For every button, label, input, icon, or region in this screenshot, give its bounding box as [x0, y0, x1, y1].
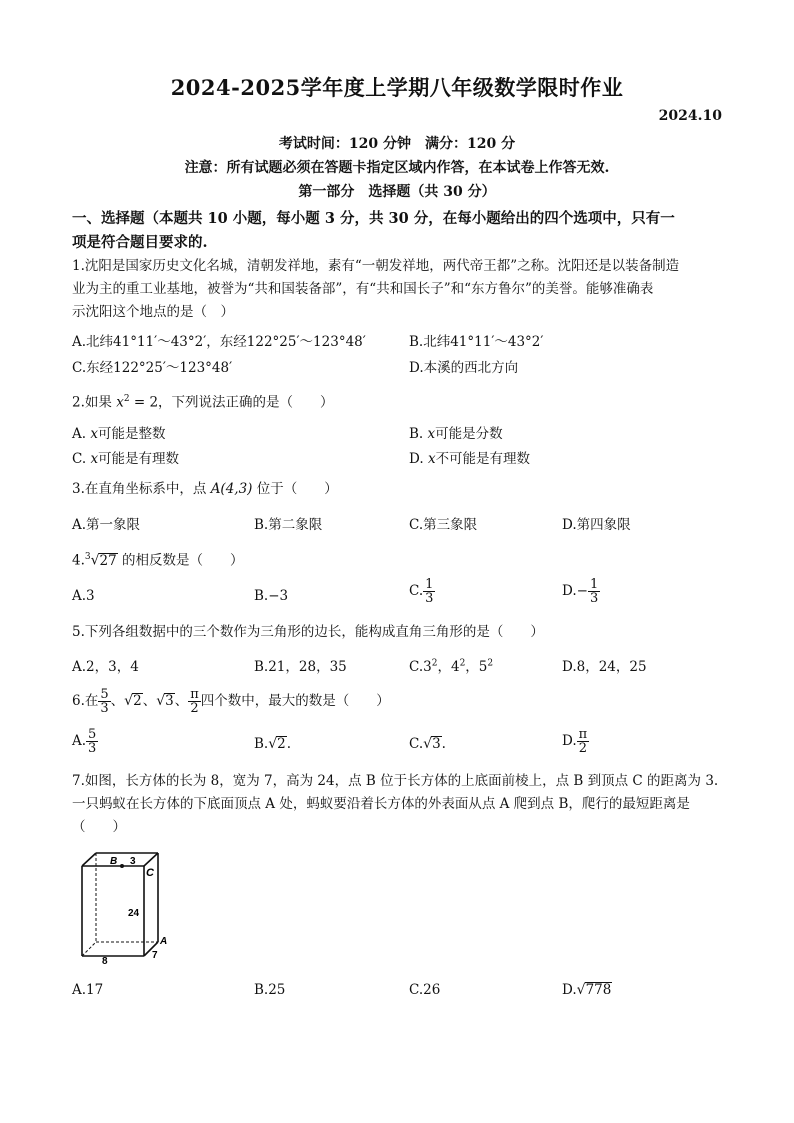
part-heading: 第一部分 选择题（共 30 分） [298, 184, 496, 200]
label-7: 7 [152, 950, 158, 961]
q5-c-exp-1: 2 [431, 658, 438, 669]
q7-option-b[interactable]: B.25 [254, 982, 286, 998]
q7-d-prefix: D. [562, 982, 577, 998]
q2-stem-a: 2.如果 [72, 394, 112, 411]
q1-option-c[interactable]: C.东经122°25′～123°48′ [72, 360, 233, 376]
question-6 [72, 688, 722, 715]
exam-date: 2024.10 [658, 108, 722, 124]
q5-c-base-1: 3 [423, 659, 432, 675]
edge-top-right [144, 853, 158, 866]
q2-d-prefix: D. [409, 451, 424, 467]
q5-c-sep-1: ， [437, 659, 451, 675]
q3-stem-b: 位于（ ） [256, 481, 338, 497]
edge-top-left [82, 853, 96, 866]
question-1 [72, 255, 722, 324]
cuboid-figure [76, 848, 186, 966]
q2-exponent: 2 [123, 394, 130, 404]
q2-variable: x [116, 394, 124, 411]
q4-option-a[interactable]: A.3 [72, 588, 95, 604]
exam-notice: 注意：所有试题必须在答题卡指定区域内作答，在本试卷上作答无效. [184, 160, 610, 176]
q7-line-1: 7.如图，长方体的长为 8，宽为 7，高为 24，点 B 位于长方体的上底面前棱上，点 B 到顶点 C 的距离为 3. [72, 773, 719, 789]
q6-b-radicand: 2 [277, 736, 286, 752]
question-7 [72, 770, 732, 839]
q6-f-num: 5 [100, 687, 109, 702]
q6-option-a[interactable] [72, 728, 98, 755]
q6-c-post: . [441, 736, 446, 752]
q6-c-radicand: 3 [432, 736, 441, 752]
q6-b-post: . [286, 736, 292, 752]
q2-d-var: x [427, 451, 436, 467]
q7-d-radicand: 778 [585, 982, 612, 998]
q6-d-num: π [578, 727, 588, 742]
q2-b-var: x [427, 426, 436, 442]
q5-option-a[interactable]: A.2，3，4 [72, 659, 139, 675]
q6-sep-2: 、 [142, 693, 157, 709]
q2-option-a[interactable] [72, 422, 165, 442]
label-c: C [146, 867, 154, 879]
q3-stem-a: 3.在直角坐标系中，点 [72, 481, 207, 497]
q4-stem-b: 的相反数是（ ） [122, 552, 244, 569]
q7-line-2: 一只蚂蚁在长方体的下底面顶点 A 处，蚂蚁要沿着长方体的外表面从点 A 爬到点 B，爬行的最短距离是 [72, 796, 690, 812]
q5-c-prefix: C. [409, 659, 424, 675]
q4-root-index: 3 [84, 552, 91, 562]
q6-pi-num: π [190, 687, 199, 702]
q6-d-prefix: D. [562, 733, 577, 749]
radical-icon: √ [576, 982, 586, 998]
q3-option-a[interactable]: A.第一象限 [72, 517, 141, 533]
q2-stem-b: = 2，下列说法正确的是（ ） [133, 394, 334, 411]
q5-option-d[interactable]: D.8，24，25 [562, 659, 647, 675]
q2-c-var: x [90, 451, 99, 467]
q3-option-b[interactable]: B.第二象限 [254, 517, 323, 533]
q6-pi-den: 2 [188, 701, 201, 715]
q1-option-b[interactable]: B.北纬41°11′～43°2′ [409, 334, 544, 350]
q4-radicand: 27 [99, 552, 117, 569]
q5-option-c[interactable] [409, 655, 493, 675]
q4-d-fraction [588, 578, 600, 605]
q4-c-num: 1 [425, 577, 434, 592]
q7-option-a[interactable]: A.17 [72, 982, 104, 998]
q6-b-prefix: B. [254, 736, 269, 752]
q6-fraction-pi-2 [188, 688, 201, 715]
q2-a-prefix: A. [72, 426, 87, 442]
q5-c-base-2: 4 [450, 659, 460, 675]
question-4 [72, 546, 722, 573]
exam-title: 2024-2025学年度上学期八年级数学限时作业 [170, 75, 624, 100]
q4-c-den: 3 [425, 591, 434, 606]
radical-icon: √ [124, 693, 134, 709]
q1-option-d[interactable]: D.本溪的西北方向 [409, 360, 519, 376]
q3-point: A(4,3) [210, 481, 253, 497]
q6-stem-b: 四个数中，最大的数是（ ） [200, 693, 390, 709]
radical-icon: √ [90, 552, 100, 569]
q6-fraction-5-3 [98, 688, 110, 715]
q6-d-den: 2 [577, 741, 590, 755]
q1-line-3: 示沈阳这个地点的是（ ） [72, 304, 234, 320]
q6-option-b[interactable] [254, 736, 291, 752]
q2-d-text: 不可能是有理数 [435, 451, 531, 467]
q6-root-2: 2 [133, 693, 142, 709]
q6-a-den: 3 [88, 741, 97, 756]
edge-bottom-left-hidden [82, 942, 96, 956]
q5-c-sep-2: ， [465, 659, 479, 675]
q6-sep-1: 、 [110, 693, 125, 709]
q5-option-b[interactable]: B.21，28，35 [254, 659, 347, 675]
q2-option-d[interactable] [409, 447, 530, 467]
q4-option-b[interactable]: B.−3 [254, 588, 289, 604]
exam-info: 考试时间：120 分钟 满分：120 分 [278, 136, 516, 152]
q5-c-exp-3: 2 [487, 658, 494, 669]
q5-c-base-3: 5 [478, 659, 488, 675]
q6-d-fraction [577, 728, 590, 755]
q2-c-text: 可能是有理数 [98, 451, 180, 467]
radical-icon: √ [268, 736, 278, 752]
q4-d-prefix: D.− [562, 583, 588, 599]
section-line-1: 一、选择题（本题共 10 小题，每小题 3 分，共 30 分，在每小题给出的四个选项中，只有一 [72, 210, 675, 227]
q7-option-c[interactable]: C.26 [409, 982, 441, 998]
q7-option-d[interactable] [562, 982, 612, 998]
q4-d-num: 1 [589, 577, 599, 592]
q6-a-fraction [86, 728, 98, 755]
q2-a-var: x [90, 426, 98, 442]
q6-option-c[interactable] [409, 736, 446, 752]
label-a: A [160, 936, 168, 947]
q4-option-c[interactable] [409, 578, 435, 605]
q4-d-den: 3 [589, 591, 599, 606]
q4-c-fraction [423, 578, 435, 605]
q6-a-num: 5 [88, 727, 97, 742]
q4-c-prefix: C. [409, 583, 424, 599]
q1-line-1: 1.沈阳是国家历史文化名城，清朝发祥地，素有“一朝发祥地，两代帝王都”之称。沈阳还是以装备制造 [72, 258, 680, 274]
q6-stem-a: 6.在 [72, 693, 99, 709]
q6-sep-3: 、 [174, 693, 189, 709]
q4-option-d[interactable] [562, 578, 600, 605]
q5-c-exp-2: 2 [459, 658, 466, 669]
q2-c-prefix: C. [72, 451, 87, 467]
section-heading [72, 207, 732, 255]
q1-option-a[interactable]: A.北纬41°11′～43°2′，东经122°25′～123°48′ [72, 334, 366, 350]
q2-b-text: 可能是分数 [435, 426, 503, 442]
q2-option-b[interactable] [409, 422, 503, 442]
q2-a-text: 可能是整数 [97, 426, 166, 442]
point-b [120, 864, 124, 868]
label-3: 3 [130, 856, 136, 867]
q3-option-c[interactable]: C.第三象限 [409, 517, 478, 533]
q6-a-prefix: A. [72, 733, 87, 749]
q6-c-prefix: C. [409, 736, 424, 752]
label-8: 8 [102, 956, 108, 966]
radical-icon: √ [156, 693, 166, 709]
q2-b-prefix: B. [409, 426, 424, 442]
q1-line-2: 业为主的重工业基地，被誉为“共和国装备部”，有“共和国长子”和“东方鲁尔”的美誉。能够准确表 [72, 281, 654, 297]
q6-root-3: 3 [165, 693, 174, 709]
q3-option-d[interactable]: D.第四象限 [562, 517, 631, 533]
question-5: 5.下列各组数据中的三个数作为三角形的边长，能构成直角三角形的是（ ） [72, 624, 544, 640]
radical-icon: √ [423, 736, 433, 752]
section-line-2: 项是符合题目要求的. [72, 234, 208, 251]
question-2 [72, 388, 722, 415]
q2-option-c[interactable] [72, 447, 179, 467]
q7-line-3: （ ） [72, 819, 126, 835]
q6-f-den: 3 [100, 701, 109, 716]
q6-option-d[interactable] [562, 728, 589, 755]
label-b: B [110, 856, 118, 867]
q4-stem-a: 4. [72, 552, 85, 569]
question-3 [72, 478, 722, 501]
label-24: 24 [128, 908, 140, 919]
